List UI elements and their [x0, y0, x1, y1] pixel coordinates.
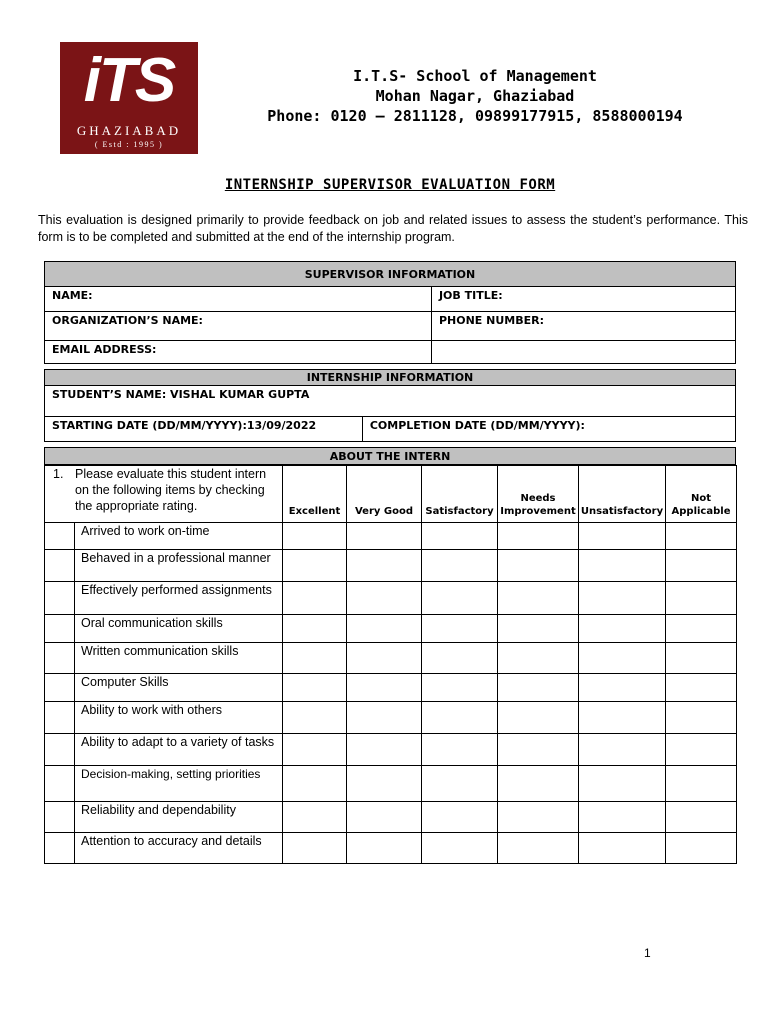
student-name-field[interactable]: STUDENT’S NAME: VISHAL KUMAR GUPTA: [45, 386, 736, 417]
rating-unsatisfactory-cell[interactable]: [579, 734, 666, 766]
rating-needs-improvement-cell[interactable]: [498, 802, 579, 833]
rating-unsatisfactory-cell[interactable]: [579, 766, 666, 802]
rating-excellent-cell[interactable]: [283, 833, 347, 864]
email-address-field[interactable]: EMAIL ADDRESS:: [45, 341, 432, 364]
rating-very-good-cell[interactable]: [347, 550, 422, 582]
rating-excellent-cell[interactable]: [283, 615, 347, 643]
rating-excellent-cell[interactable]: [283, 734, 347, 766]
rating-needs-improvement-cell[interactable]: [498, 833, 579, 864]
rating-very-good-cell[interactable]: [347, 734, 422, 766]
row-indent-cell: [45, 702, 75, 734]
evaluation-row: [45, 582, 737, 615]
row-indent-cell: [45, 766, 75, 802]
completion-date-field[interactable]: COMPLETION DATE (DD/MM/YYYY):: [362, 417, 735, 442]
school-name: I.T.S- School of Management: [353, 67, 597, 85]
rating-excellent-cell[interactable]: [283, 550, 347, 582]
evaluation-table: [44, 465, 737, 864]
evaluation-item-label: Reliability and dependability: [75, 802, 283, 833]
rating-satisfactory-cell[interactable]: [422, 674, 498, 702]
evaluation-row: [45, 702, 737, 734]
row-indent-cell: [45, 550, 75, 582]
rating-needs-improvement-cell[interactable]: [498, 674, 579, 702]
rating-not-applicable-cell[interactable]: [666, 643, 737, 674]
information-table: [44, 261, 736, 364]
evaluation-row: [45, 523, 737, 550]
evaluation-item-label: Oral communication skills: [75, 615, 283, 643]
row-indent-cell: [45, 674, 75, 702]
intro-paragraph: This evaluation is designed primarily to provide feedback on job and related issues to assess the student’s performance. This form is to be completed and submitted at the end of the internship program.: [38, 213, 748, 244]
rating-unsatisfactory-cell[interactable]: [579, 833, 666, 864]
rating-header-unsatisfactory: Unsatisfactory: [579, 466, 666, 523]
rating-header-needs-improvement: Needs Improvement: [498, 466, 579, 523]
rating-excellent-cell[interactable]: [283, 582, 347, 615]
row-indent-cell: [45, 615, 75, 643]
rating-needs-improvement-cell[interactable]: [498, 550, 579, 582]
logo-city: GHAZIABAD: [76, 123, 182, 138]
rating-excellent-cell[interactable]: [283, 643, 347, 674]
question-number: 1.: [53, 467, 64, 481]
rating-not-applicable-cell[interactable]: [666, 523, 737, 550]
rating-excellent-cell[interactable]: [283, 702, 347, 734]
starting-date-field[interactable]: STARTING DATE (DD/MM/YYYY):13/09/2022: [45, 417, 363, 442]
rating-unsatisfactory-cell[interactable]: [579, 702, 666, 734]
row-indent-cell: [45, 523, 75, 550]
rating-very-good-cell[interactable]: [347, 702, 422, 734]
rating-not-applicable-cell[interactable]: [666, 802, 737, 833]
rating-not-applicable-cell[interactable]: [666, 674, 737, 702]
rating-excellent-cell[interactable]: [283, 674, 347, 702]
question-text: Please evaluate this student intern on the following items by checking the appropriate rating.: [75, 467, 267, 513]
rating-satisfactory-cell[interactable]: [422, 702, 498, 734]
its-logo: [60, 42, 198, 154]
evaluation-question: [45, 466, 283, 523]
evaluation-item-label: Behaved in a professional manner: [75, 550, 283, 582]
rating-satisfactory-cell[interactable]: [422, 582, 498, 615]
rating-needs-improvement-cell[interactable]: [498, 523, 579, 550]
evaluation-row: [45, 615, 737, 643]
rating-excellent-cell[interactable]: [283, 766, 347, 802]
rating-excellent-cell[interactable]: [283, 523, 347, 550]
logo-estd: ( Estd : 1995 ): [94, 140, 164, 149]
rating-needs-improvement-cell[interactable]: [498, 582, 579, 615]
internship-info-heading: INTERNSHIP INFORMATION: [45, 370, 736, 386]
rating-not-applicable-cell[interactable]: [666, 734, 737, 766]
rating-needs-improvement-cell[interactable]: [498, 702, 579, 734]
evaluation-item-label: Effectively performed assignments: [75, 582, 283, 615]
email-blank-cell: [431, 341, 735, 364]
evaluation-item-label: Written communication skills: [75, 643, 283, 674]
evaluation-item-label: Computer Skills: [75, 674, 283, 702]
evaluation-row: [45, 766, 737, 802]
supervisor-info-heading: SUPERVISOR INFORMATION: [45, 262, 736, 287]
rating-header-excellent: Excellent: [283, 466, 347, 523]
rating-needs-improvement-cell[interactable]: [498, 615, 579, 643]
row-indent-cell: [45, 802, 75, 833]
evaluation-row: [45, 674, 737, 702]
rating-satisfactory-cell[interactable]: [422, 766, 498, 802]
rating-not-applicable-cell[interactable]: [666, 550, 737, 582]
rating-very-good-cell[interactable]: [347, 674, 422, 702]
rating-unsatisfactory-cell[interactable]: [579, 582, 666, 615]
form-title: INTERNSHIP SUPERVISOR EVALUATION FORM: [224, 177, 556, 193]
rating-very-good-cell[interactable]: [347, 582, 422, 615]
rating-not-applicable-cell[interactable]: [666, 615, 737, 643]
row-indent-cell: [45, 833, 75, 864]
rating-excellent-cell[interactable]: [283, 802, 347, 833]
rating-satisfactory-cell[interactable]: [422, 643, 498, 674]
rating-not-applicable-cell[interactable]: [666, 582, 737, 615]
evaluation-item-label: Arrived to work on-time: [75, 523, 283, 550]
rating-not-applicable-cell[interactable]: [666, 702, 737, 734]
phone-number-field[interactable]: PHONE NUMBER:: [431, 312, 735, 341]
rating-satisfactory-cell[interactable]: [422, 550, 498, 582]
evaluation-row: [45, 734, 737, 766]
supervisor-name-field[interactable]: NAME:: [45, 287, 432, 312]
rating-not-applicable-cell[interactable]: [666, 833, 737, 864]
evaluation-item-label: Ability to work with others: [75, 702, 283, 734]
rating-satisfactory-cell[interactable]: [422, 833, 498, 864]
rating-very-good-cell[interactable]: [347, 523, 422, 550]
evaluation-row: [45, 643, 737, 674]
evaluation-item-label: Ability to adapt to a variety of tasks: [75, 734, 283, 766]
rating-unsatisfactory-cell[interactable]: [579, 550, 666, 582]
rating-not-applicable-cell[interactable]: [666, 766, 737, 802]
row-indent-cell: [45, 734, 75, 766]
about-intern-heading: ABOUT THE INTERN: [44, 447, 736, 465]
rating-very-good-cell[interactable]: [347, 615, 422, 643]
rating-header-not-applicable: Not Applicable: [666, 466, 737, 523]
row-indent-cell: [45, 582, 75, 615]
rating-satisfactory-cell[interactable]: [422, 802, 498, 833]
evaluation-item-label: Decision-making, setting priorities: [75, 766, 283, 802]
school-address: Mohan Nagar, Ghaziabad: [375, 87, 575, 105]
evaluation-item-label: Attention to accuracy and details: [75, 833, 283, 864]
rating-very-good-cell[interactable]: [347, 766, 422, 802]
rating-header-very-good: Very Good: [347, 466, 422, 523]
rating-unsatisfactory-cell[interactable]: [579, 643, 666, 674]
job-title-field[interactable]: JOB TITLE:: [431, 287, 735, 312]
organization-name-field[interactable]: ORGANIZATION’S NAME:: [45, 312, 432, 341]
rating-unsatisfactory-cell[interactable]: [579, 615, 666, 643]
school-phone: Phone: 0120 – 2811128, 09899177915, 8588000194: [267, 107, 683, 125]
rating-unsatisfactory-cell[interactable]: [579, 523, 666, 550]
rating-header-satisfactory: Satisfactory: [422, 466, 498, 523]
page-number: 1: [644, 946, 651, 960]
rating-very-good-cell[interactable]: [347, 802, 422, 833]
rating-needs-improvement-cell[interactable]: [498, 766, 579, 802]
internship-info-table: [44, 369, 736, 442]
rating-needs-improvement-cell[interactable]: [498, 643, 579, 674]
rating-satisfactory-cell[interactable]: [422, 523, 498, 550]
evaluation-row: [45, 802, 737, 833]
rating-needs-improvement-cell[interactable]: [498, 734, 579, 766]
rating-very-good-cell[interactable]: [347, 833, 422, 864]
logo-mark: iTS: [83, 46, 175, 115]
evaluation-row: [45, 550, 737, 582]
rating-satisfactory-cell[interactable]: [422, 615, 498, 643]
evaluation-row: [45, 833, 737, 864]
rating-unsatisfactory-cell[interactable]: [579, 674, 666, 702]
rating-satisfactory-cell[interactable]: [422, 734, 498, 766]
row-indent-cell: [45, 643, 75, 674]
rating-very-good-cell[interactable]: [347, 643, 422, 674]
rating-unsatisfactory-cell[interactable]: [579, 802, 666, 833]
school-header: [205, 66, 745, 126]
